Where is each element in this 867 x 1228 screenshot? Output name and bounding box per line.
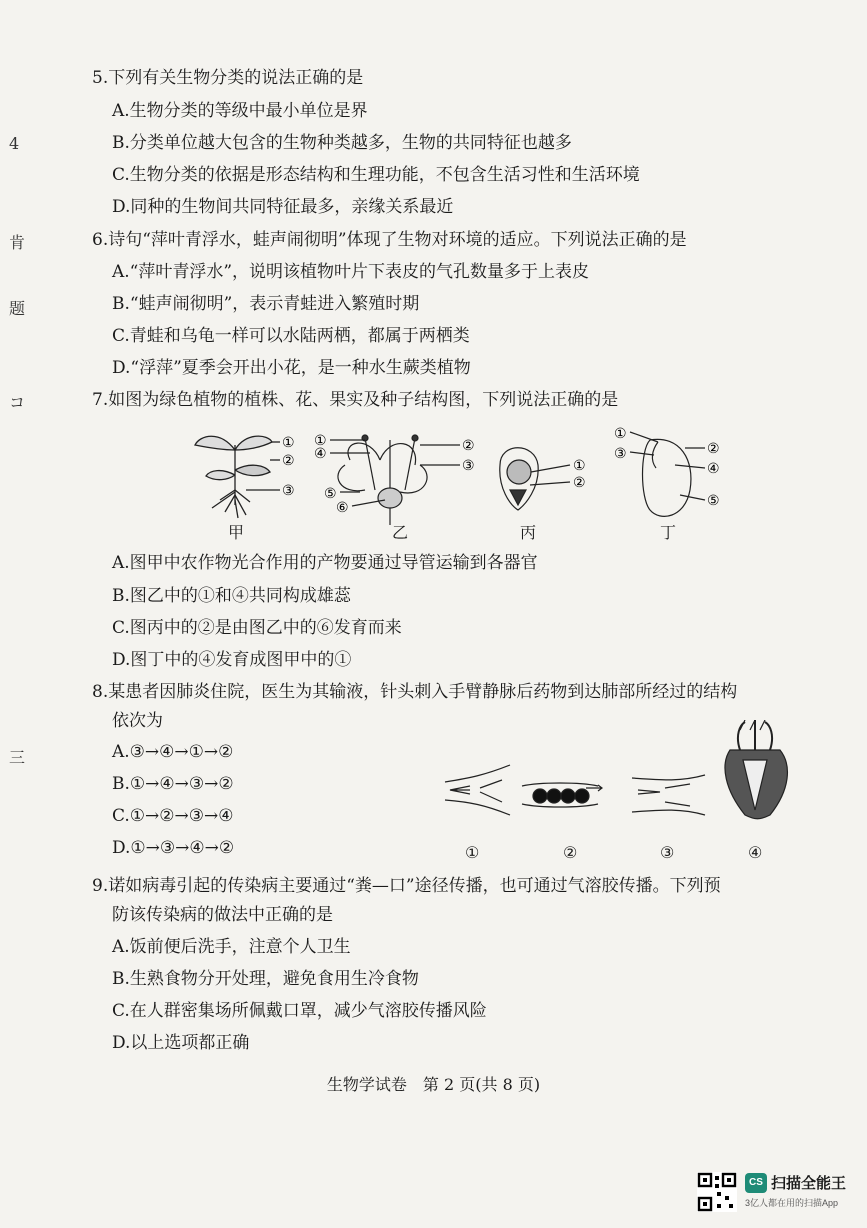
q5-option-d: D.同种的生物间共同特征最多，亲缘关系最近 xyxy=(112,197,454,217)
margin-mark: 题 xyxy=(9,299,26,318)
q7-option-d: D.图丁中的④发育成图甲中的① xyxy=(112,650,352,670)
vessel-2 xyxy=(522,783,602,807)
q5-option-a: A.生物分类的等级中最小单位是界 xyxy=(112,101,368,121)
figure-label-yi: 乙 xyxy=(392,523,409,542)
figure-label-3: ③ xyxy=(660,843,675,862)
plant-diagram xyxy=(195,436,280,518)
scanner-name: 扫描全能王 xyxy=(771,1175,847,1192)
scanner-logo: CS xyxy=(745,1173,767,1193)
svg-text:①: ① xyxy=(314,433,327,449)
q7-option-b: B.图乙中的①和④共同构成雄蕊 xyxy=(112,586,351,606)
vessel-3 xyxy=(632,775,705,815)
svg-text:④: ④ xyxy=(314,446,327,462)
question-5-stem: 5.下列有关生物分类的说法正确的是 xyxy=(92,68,364,88)
question-9-stem-cont: 防该传染病的做法中正确的是 xyxy=(112,905,333,925)
blood-vessel-figure xyxy=(440,720,820,830)
plant-structure-figure xyxy=(180,420,740,530)
question-9-stem: 9.诺如病毒引起的传染病主要通过“粪—口”途径传播，也可通过气溶胶传播。下列预 xyxy=(92,876,721,896)
figure-label-1: ① xyxy=(465,843,480,862)
svg-text:②: ② xyxy=(573,475,586,491)
figure-label-ding: 丁 xyxy=(660,523,677,542)
q8-option-b: B.①→④→③→② xyxy=(112,774,234,794)
page-footer: 生物学试卷 第 2 页(共 8 页) xyxy=(326,1075,541,1094)
q6-option-c: C.青蛙和乌龟一样可以水陆两栖，都属于两栖类 xyxy=(112,326,470,346)
svg-text:②: ② xyxy=(462,438,475,454)
question-6-stem: 6.诗句“萍叶青浮水，蛙声闹彻明”体现了生物对环境的适应。下列说法正确的是 xyxy=(92,230,687,250)
svg-text:①: ① xyxy=(614,426,627,442)
q7-option-c: C.图丙中的②是由图乙中的⑥发育而来 xyxy=(112,618,402,638)
q8-option-a: A.③→④→①→② xyxy=(112,742,234,762)
vessel-1 xyxy=(445,765,510,815)
svg-text:②: ② xyxy=(707,441,720,457)
q6-option-a: A.“萍叶青浮水”，说明该植物叶片下表皮的气孔数量多于上表皮 xyxy=(112,262,590,282)
q7-option-a: A.图甲中农作物光合作用的产物要通过导管运输到各器官 xyxy=(112,553,538,573)
figure-label-4: ④ xyxy=(748,843,763,862)
scanner-tagline: 3亿人都在用的扫描App xyxy=(745,1198,839,1208)
margin-mark: 三 xyxy=(9,748,26,767)
margin-mark: 肯 xyxy=(9,233,26,252)
q6-option-b: B.“蛙声闹彻明”，表示青蛙进入繁殖时期 xyxy=(112,294,420,314)
q9-option-a: A.饭前便后洗手，注意个人卫生 xyxy=(112,937,351,957)
q8-option-d: D.①→③→④→② xyxy=(112,838,235,858)
svg-text:⑤: ⑤ xyxy=(324,486,337,502)
heart-diagram xyxy=(725,720,787,819)
scanner-brand xyxy=(745,1172,847,1208)
svg-text:①: ① xyxy=(573,458,586,474)
q8-option-c: C.①→②→③→④ xyxy=(112,806,234,826)
question-8-stem: 8.某患者因肺炎住院，医生为其输液，针头刺入手臂静脉后药物到达肺部所经过的结构 xyxy=(92,682,738,702)
q5-option-b: B.分类单位越大包含的生物种类越多，生物的共同特征也越多 xyxy=(112,133,572,153)
svg-text:④: ④ xyxy=(707,461,720,477)
q9-option-c: C.在人群密集场所佩戴口罩，减少气溶胶传播风险 xyxy=(112,1001,487,1021)
margin-mark: 4 xyxy=(9,134,20,153)
margin-mark: コ xyxy=(9,393,26,412)
q6-option-d: D.“浮萍”夏季会开出小花，是一种水生蕨类植物 xyxy=(112,358,471,378)
figure-label-bing: 丙 xyxy=(520,523,537,542)
svg-text:③: ③ xyxy=(614,446,627,462)
label-circled: ① xyxy=(282,435,295,451)
q5-option-c: C.生物分类的依据是形态结构和生理功能，不包含生活习性和生活环境 xyxy=(112,165,640,185)
label-circled: ② xyxy=(282,453,295,469)
svg-text:⑥: ⑥ xyxy=(336,500,349,516)
question-8-stem-cont: 依次为 xyxy=(112,711,163,731)
figure-label-2: ② xyxy=(563,843,578,862)
flower-diagram xyxy=(330,435,460,525)
q9-option-b: B.生熟食物分开处理，避免食用生冷食物 xyxy=(112,969,419,989)
qr-code-icon xyxy=(697,1172,737,1212)
svg-text:⑤: ⑤ xyxy=(707,493,720,509)
figure-label-jia: 甲 xyxy=(228,523,245,542)
label-circled: ③ xyxy=(282,483,295,499)
question-7-stem: 7.如图为绿色植物的植株、花、果实及种子结构图，下列说法正确的是 xyxy=(92,390,619,410)
fruit-diagram xyxy=(500,448,570,510)
svg-text:③: ③ xyxy=(462,458,475,474)
seed-diagram xyxy=(630,432,705,516)
q9-option-d: D.以上选项都正确 xyxy=(112,1033,250,1053)
